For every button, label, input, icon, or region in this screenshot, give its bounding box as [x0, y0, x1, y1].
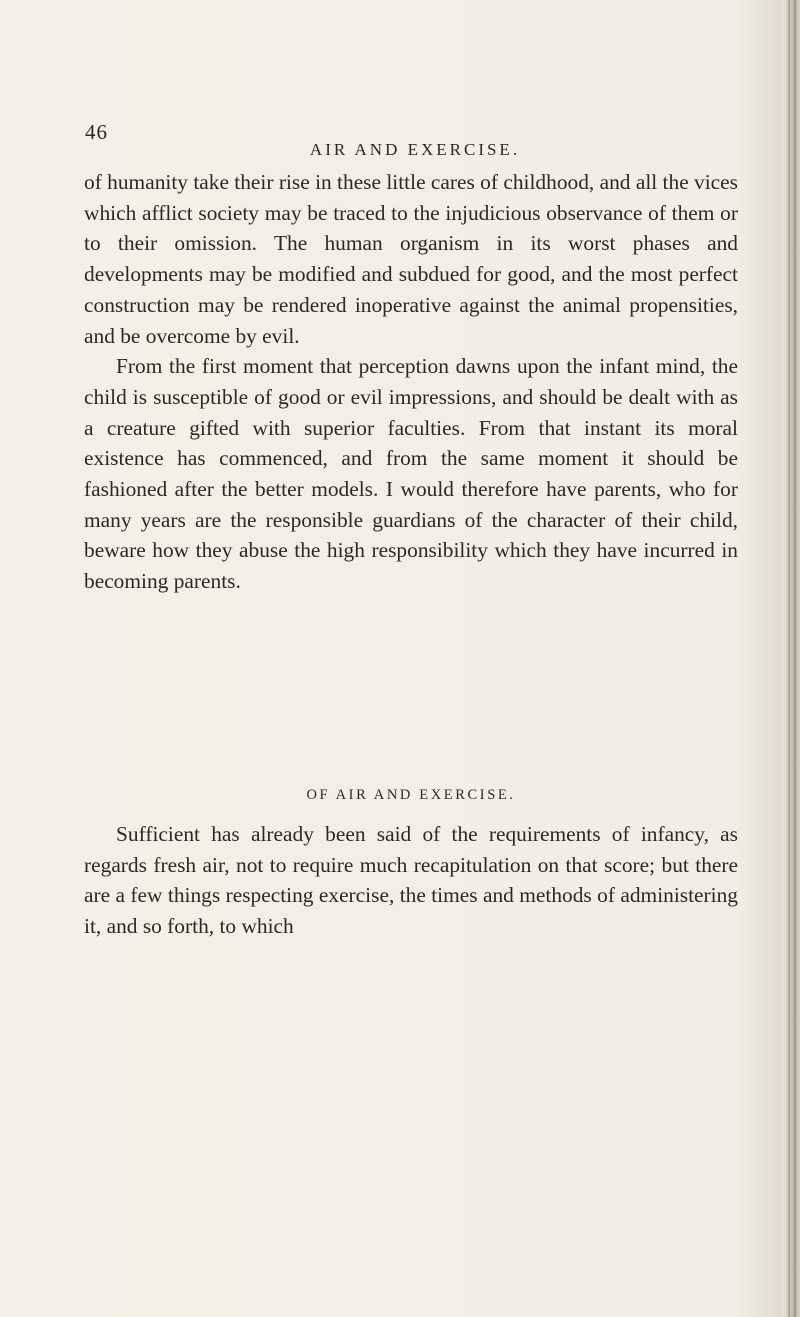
body-text-top	[84, 167, 738, 597]
paragraph-continued: of humanity take their rise in these little cares of childhood, and all the vices which afflict society may be traced to the injudicious observance of them or to their omission. The human organism in its worst phases and developments may be modified and subdued for good, and the most perfect construction may be rendered inoperative against the animal propensities, and be overcome by evil.	[84, 170, 738, 348]
section-heading: OF AIR AND EXERCISE.	[306, 787, 516, 803]
page-number: 46	[85, 120, 108, 144]
section-paragraph: Sufficient has already been said of the requirements of infancy, as regards fresh air, not to require much recapitulation on that score; but there are a few things respecting exercise, the times and methods of administering it, and so forth, to which	[84, 822, 738, 939]
body-text-section	[84, 819, 738, 942]
page-header	[85, 120, 745, 160]
edge-line	[788, 0, 790, 1317]
running-title: AIR AND EXERCISE.	[309, 140, 521, 159]
edge-line	[794, 0, 796, 1317]
page-edge	[782, 0, 800, 1317]
paragraph: From the first moment that perception dawns upon the infant mind, the child is susceptible of good or evil impressions, and should be dealt with as a creature gifted with superior faculties. From that instant its moral existence has commenced, and from the same moment it should be fashioned after the better models. I would therefore have parents, who for many years are the responsible guardians of the character of their child, beware how they abuse the high responsibility which they have incurred in becoming parents.	[84, 354, 738, 594]
